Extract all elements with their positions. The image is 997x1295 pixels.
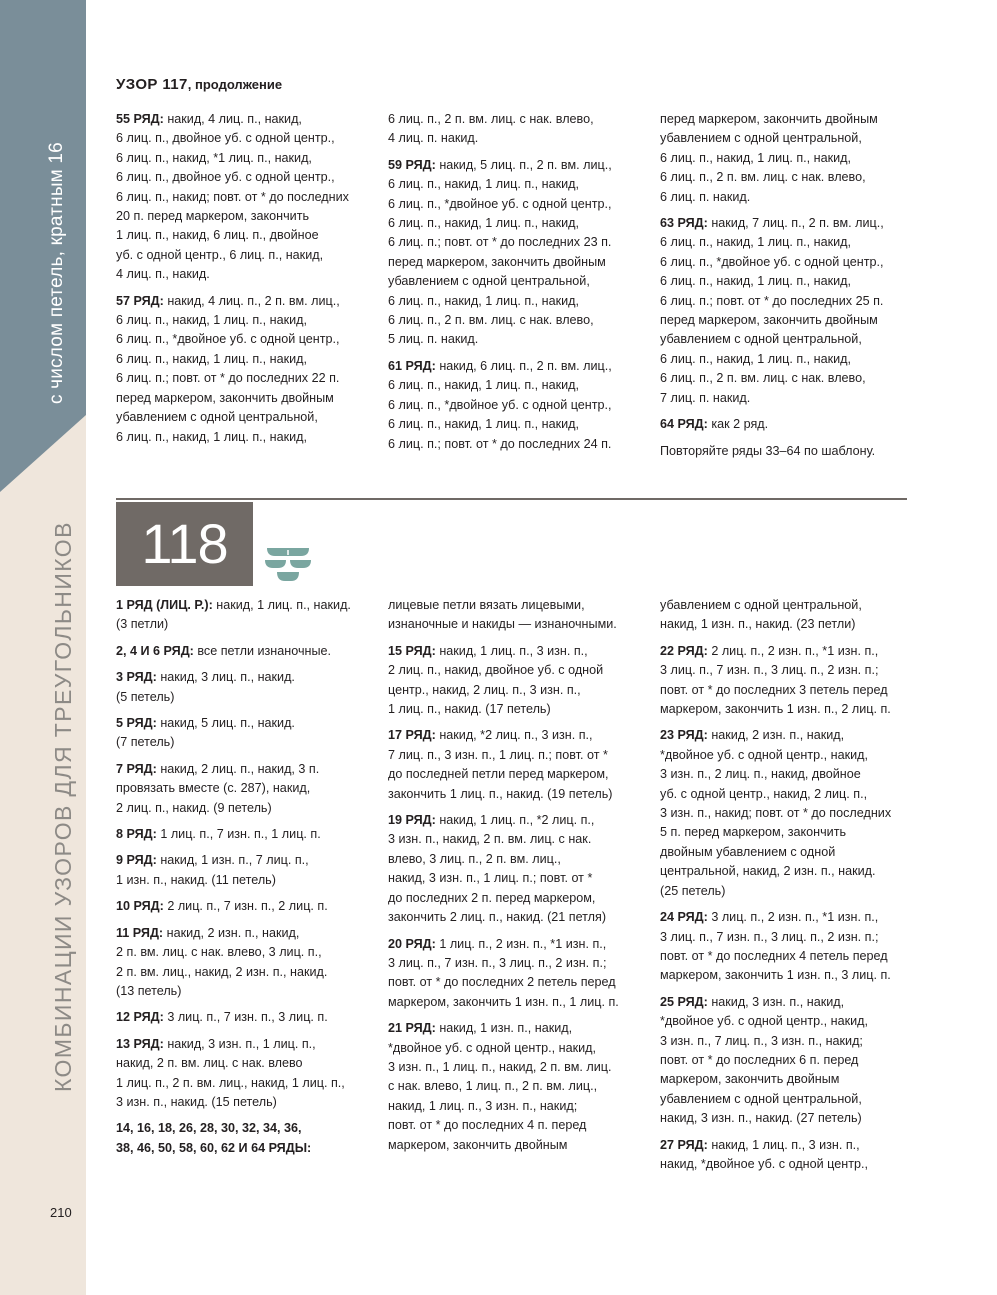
instruction-line: накид, 3 изн. п., 1 лиц. п.; повт. от * xyxy=(388,871,593,886)
instruction-line: 20 п. перед маркером, закончить xyxy=(116,209,310,224)
row-instruction xyxy=(660,642,920,720)
instruction-line: 3 изн. п., 2 лиц. п., накид, двойное xyxy=(660,767,861,782)
instruction-line: маркером, закончить 1 изн. п., 3 лиц. п. xyxy=(660,968,891,983)
row-instruction xyxy=(116,668,376,707)
row-instruction xyxy=(116,924,376,1002)
row-label: 64 РЯД: xyxy=(660,417,712,432)
instruction-line: 6 лиц. п.; повт. от * до последних 23 п. xyxy=(388,235,612,250)
instruction-line: 12 РЯД: 3 лиц. п., 7 изн. п., 3 лиц. п. xyxy=(116,1010,328,1025)
pattern-117-column-2 xyxy=(388,110,648,461)
instruction-line: перед маркером, закончить двойным xyxy=(388,254,606,269)
row-instruction xyxy=(660,993,920,1129)
instruction-line: 1 лиц. п., накид. (17 петель) xyxy=(388,702,551,717)
instruction-line: 25 РЯД: накид, 3 изн. п., накид, xyxy=(660,994,845,1009)
instruction-line: 3 лиц. п., 7 изн. п., 3 лиц. п., 2 изн. п.; xyxy=(660,929,879,944)
pattern-117-column-3 xyxy=(660,110,920,468)
instruction-line: маркером, закончить 1 изн. п., 2 лиц. п. xyxy=(660,702,891,717)
row-instruction xyxy=(116,851,376,890)
instruction-line: 1 изн. п., накид. (11 петель) xyxy=(116,872,276,887)
row-label: 61 РЯД: xyxy=(388,358,440,373)
row-instruction xyxy=(116,760,376,818)
row-instruction xyxy=(116,110,376,285)
instruction-line: повт. от * до последних 4 петель перед xyxy=(660,948,888,963)
instruction-line: 13 РЯД: накид, 3 изн. п., 1 лиц. п., xyxy=(116,1036,316,1051)
instruction-line: изнаночные и накиды — изнаночными. xyxy=(388,617,617,632)
row-label: 9 РЯД: xyxy=(116,853,161,868)
row-instruction xyxy=(388,811,648,927)
instruction-line: убавлением с одной центральной, xyxy=(116,410,318,425)
row-instruction xyxy=(660,415,920,434)
instruction-line: уб. с одной центр., накид, 2 лиц. п., xyxy=(660,786,868,801)
instruction-line: 8 РЯД: 1 лиц. п., 7 изн. п., 1 лиц. п. xyxy=(116,827,321,842)
instruction-line: 6 лиц. п., 2 п. вм. лиц. с нак. влево, xyxy=(388,313,594,328)
row-instruction xyxy=(388,1019,648,1155)
instruction-line: 6 лиц. п., накид; повт. от * до последних xyxy=(116,189,349,204)
row-instruction xyxy=(388,110,648,149)
instruction-line: центр., накид, 2 лиц. п., 3 изн. п., xyxy=(388,682,581,697)
instruction-line: до последних 2 п. перед маркером, xyxy=(388,890,596,905)
instruction-line: 1 РЯД (ЛИЦ. Р.): накид, 1 лиц. п., накид. xyxy=(116,598,351,612)
instruction-line: 6 лиц. п., накид, 1 лиц. п., накид, xyxy=(388,378,580,393)
instruction-line: 6 лиц. п., двойное уб. с одной центр., xyxy=(116,131,335,146)
instruction-line: 2 п. вм. лиц., накид, 2 изн. п., накид. xyxy=(116,964,328,979)
instruction-line: 3 лиц. п., 7 изн. п., 3 лиц. п., 2 изн. п.; xyxy=(388,955,607,970)
instruction-line: перед маркером, закончить двойным xyxy=(116,390,334,405)
row-instruction xyxy=(116,292,376,447)
row-instruction xyxy=(388,726,648,804)
row-instruction xyxy=(388,642,648,720)
instruction-line: 3 изн. п., накид. (15 петель) xyxy=(116,1094,277,1109)
row-label: 12 РЯД: xyxy=(116,1010,168,1025)
pattern-118-column-1 xyxy=(116,596,376,1165)
instruction-line: 27 РЯД: накид, 1 лиц. п., 3 изн. п., xyxy=(660,1137,860,1152)
section-divider xyxy=(116,498,907,500)
triangle-motif-icon xyxy=(263,545,313,585)
row-label: 27 РЯД: xyxy=(660,1137,712,1152)
instruction-line: убавлением с одной центральной, xyxy=(660,332,862,347)
row-label: 55 РЯД: xyxy=(116,112,168,126)
instruction-line: 61 РЯД: накид, 6 лиц. п., 2 п. вм. лиц., xyxy=(388,358,612,373)
pattern-117-column-1 xyxy=(116,110,376,454)
instruction-line: 6 лиц. п., *двойное уб. с одной центр., xyxy=(388,196,612,211)
instruction-line: перед маркером, закончить двойным xyxy=(660,313,878,328)
row-label: 3 РЯД: xyxy=(116,670,161,685)
instruction-line: повт. от * до последних 6 п. перед xyxy=(660,1052,859,1067)
instruction-line: 6 лиц. п.; повт. от * до последних 25 п. xyxy=(660,293,884,308)
row-instruction xyxy=(660,442,920,461)
instruction-line: 4 лиц. п. накид. xyxy=(388,131,479,146)
instruction-line: закончить 2 лиц. п., накид. (21 петля) xyxy=(388,910,607,925)
instruction-line: 2 лиц. п., накид, двойное уб. с одной xyxy=(388,663,604,678)
instruction-line: 6 лиц. п., двойное уб. с одной центр., xyxy=(116,170,335,185)
instruction-line: 6 лиц. п., накид, 1 лиц. п., накид, xyxy=(388,417,580,432)
instruction-line: убавлением с одной центральной, xyxy=(660,131,862,146)
instruction-line: 6 лиц. п., накид, 1 лиц. п., накид, xyxy=(660,150,852,165)
instruction-line: 21 РЯД: накид, 1 изн. п., накид, xyxy=(388,1021,573,1036)
row-label: 25 РЯД: xyxy=(660,994,712,1009)
instruction-line: 2 п. вм. лиц. с нак. влево, 3 лиц. п., xyxy=(116,945,322,960)
row-instruction xyxy=(660,1136,920,1175)
instruction-line: 59 РЯД: накид, 5 лиц. п., 2 п. вм. лиц., xyxy=(388,157,612,172)
row-instruction xyxy=(388,935,648,1013)
row-instruction xyxy=(116,596,376,635)
instruction-line: 6 лиц. п., накид, 1 лиц. п., накид, xyxy=(116,351,308,366)
instruction-line: 2, 4 И 6 РЯД: все петли изнаночные. xyxy=(116,643,332,658)
row-label: 24 РЯД: xyxy=(660,910,712,925)
instruction-line: 6 лиц. п., накид, 1 лиц. п., накид, xyxy=(116,429,308,444)
instruction-line: повт. от * до последних 3 петель перед xyxy=(660,682,888,697)
instruction-line: 24 РЯД: 3 лиц. п., 2 изн. п., *1 изн. п., xyxy=(660,910,879,925)
instruction-line: убавлением с одной центральной, xyxy=(388,274,590,289)
instruction-line: убавлением с одной центральной, xyxy=(660,1091,862,1106)
instruction-line: накид, 3 изн. п., накид. (27 петель) xyxy=(660,1111,862,1126)
instruction-line: 3 изн. п., 7 лиц. п., 3 изн. п., накид; xyxy=(660,1033,863,1048)
instruction-line: накид, 1 изн. п., накид. (23 петли) xyxy=(660,617,856,632)
instruction-line: 3 РЯД: накид, 3 лиц. п., накид. xyxy=(116,670,295,685)
instruction-line: (25 петель) xyxy=(660,883,726,898)
row-instruction xyxy=(116,1035,376,1113)
row-instruction xyxy=(660,908,920,986)
pattern-117-title: УЗОР 117 xyxy=(116,76,188,93)
row-instruction xyxy=(116,642,376,661)
page-number: 210 xyxy=(50,1205,72,1220)
row-label: 63 РЯД: xyxy=(660,216,712,231)
row-label: 38, 46, 50, 58, 60, 62 И 64 РЯДЫ: xyxy=(116,1140,312,1155)
row-label: 11 РЯД: xyxy=(116,925,167,940)
instruction-line: 6 лиц. п., накид, 1 лиц. п., накид, xyxy=(660,274,852,289)
instruction-line: 15 РЯД: накид, 1 лиц. п., 3 изн. п., xyxy=(388,643,588,658)
sidebar-subtitle: с числом петель, кратным 16 xyxy=(46,142,67,404)
instruction-line: (7 петель) xyxy=(116,735,175,750)
instruction-line: 6 лиц. п., *двойное уб. с одной центр., xyxy=(116,332,340,347)
instruction-line: 6 лиц. п., накид, 1 лиц. п., накид, xyxy=(388,293,580,308)
pattern-117-subtitle: , продолжение xyxy=(187,77,283,92)
instruction-line: 20 РЯД: 1 лиц. п., 2 изн. п., *1 изн. п., xyxy=(388,936,607,951)
row-label: 10 РЯД: xyxy=(116,899,168,914)
row-instruction xyxy=(388,596,648,635)
instruction-line: (13 петель) xyxy=(116,983,182,998)
instruction-line: 55 РЯД: накид, 4 лиц. п., накид, xyxy=(116,112,302,126)
row-label: 7 РЯД: xyxy=(116,761,161,776)
instruction-line: 6 лиц. п., 2 п. вм. лиц. с нак. влево, xyxy=(660,170,866,185)
instruction-line: 11 РЯД: накид, 2 изн. п., накид, xyxy=(116,925,300,940)
instruction-line: 2 лиц. п., накид. (9 петель) xyxy=(116,800,272,815)
row-instruction xyxy=(660,214,920,408)
row-label: 2, 4 И 6 РЯД: xyxy=(116,643,198,658)
row-label: 8 РЯД: xyxy=(116,827,161,842)
row-label: 5 РЯД: xyxy=(116,716,161,731)
instruction-line: (3 петли) xyxy=(116,617,169,632)
row-label: 14, 16, 18, 26, 28, 30, 32, 34, 36, xyxy=(116,1121,302,1136)
instruction-line: 6 лиц. п., накид, 1 лиц. п., накид, xyxy=(388,177,580,192)
instruction-line: 57 РЯД: накид, 4 лиц. п., 2 п. вм. лиц., xyxy=(116,293,340,308)
instruction-line: влево, 3 лиц. п., 2 п. вм. лиц., xyxy=(388,851,561,866)
instruction-line: 3 лиц. п., 7 изн. п., 3 лиц. п., 2 изн. п.; xyxy=(660,663,879,678)
row-instruction xyxy=(116,897,376,916)
row-instruction xyxy=(660,110,920,207)
instruction-line: 5 РЯД: накид, 5 лиц. п., накид. xyxy=(116,716,295,731)
sidebar-title: КОМБИНАЦИИ УЗОРОВ ДЛЯ ТРЕУГОЛЬНИКОВ xyxy=(50,521,76,1092)
instruction-line: 5 лиц. п. накид. xyxy=(388,332,479,347)
instruction-line: 19 РЯД: накид, 1 лиц. п., *2 лиц. п., xyxy=(388,813,595,828)
instruction-line: 3 изн. п., накид, 2 п. вм. лиц. с нак. xyxy=(388,832,592,847)
instruction-line: 7 лиц. п. накид. xyxy=(660,390,751,405)
pattern-117-heading xyxy=(116,76,282,93)
instruction-line: 7 РЯД: накид, 2 лиц. п., накид, 3 п. xyxy=(116,761,320,776)
row-label: 1 РЯД (ЛИЦ. Р.): xyxy=(116,598,217,612)
row-label: 57 РЯД: xyxy=(116,293,168,308)
instruction-line: накид, 1 лиц. п., 3 изн. п., накид; xyxy=(388,1098,578,1113)
instruction-line: 9 РЯД: накид, 1 изн. п., 7 лиц. п., xyxy=(116,853,309,868)
instruction-line: центральной, накид, 2 изн. п., накид. xyxy=(660,864,876,879)
row-label: 17 РЯД: xyxy=(388,728,440,743)
instruction-line: 4 лиц. п., накид. xyxy=(116,267,210,282)
instruction-line: накид, 2 п. вм. лиц. с нак. влево xyxy=(116,1056,303,1071)
instruction-line: 6 лиц. п.; повт. от * до последних 22 п. xyxy=(116,371,340,386)
row-instruction xyxy=(116,714,376,753)
instruction-line: повт. от * до последних 4 п. перед xyxy=(388,1118,587,1133)
row-instruction xyxy=(660,726,920,901)
row-label: 13 РЯД: xyxy=(116,1036,168,1051)
instruction-line: 6 лиц. п., *двойное уб. с одной центр., xyxy=(388,397,612,412)
instruction-line: 6 лиц. п., 2 п. вм. лиц. с нак. влево, xyxy=(388,112,594,126)
instruction-line: накид, *двойное уб. с одной центр., xyxy=(660,1156,868,1171)
instruction-line: 63 РЯД: накид, 7 лиц. п., 2 п. вм. лиц., xyxy=(660,216,884,231)
row-label: 15 РЯД: xyxy=(388,643,440,658)
instruction-line: 1 лиц. п., 2 п. вм. лиц., накид, 1 лиц. п., xyxy=(116,1075,345,1090)
row-label: 22 РЯД: xyxy=(660,643,712,658)
instruction-line: 23 РЯД: накид, 2 изн. п., накид, xyxy=(660,728,845,743)
instruction-line: 6 лиц. п., 2 п. вм. лиц. с нак. влево, xyxy=(660,371,866,386)
instruction-line: маркером, закончить двойным xyxy=(388,1137,568,1152)
instruction-line: *двойное уб. с одной центр., накид, xyxy=(660,1014,868,1029)
row-instruction xyxy=(388,357,648,454)
sidebar-accent-triangle xyxy=(0,0,86,495)
instruction-line: двойным убавлением с одной xyxy=(660,844,836,859)
instruction-line: Повторяйте ряды 33–64 по шаблону. xyxy=(660,443,876,458)
row-instruction xyxy=(116,1119,376,1158)
instruction-line: 6 лиц. п., накид, *1 лиц. п., накид, xyxy=(116,150,312,165)
instruction-line: лицевые петли вязать лицевыми, xyxy=(388,598,585,612)
instruction-line: 64 РЯД: как 2 ряд. xyxy=(660,417,769,432)
instruction-line: *двойное уб. с одной центр., накид, xyxy=(388,1040,596,1055)
row-instruction xyxy=(388,156,648,350)
instruction-line: маркером, закончить двойным xyxy=(660,1072,840,1087)
pattern-118-column-3 xyxy=(660,596,920,1181)
instruction-line: 10 РЯД: 2 лиц. п., 7 изн. п., 2 лиц. п. xyxy=(116,899,328,914)
instruction-line: 6 лиц. п., накид, 1 лиц. п., накид, xyxy=(388,216,580,231)
pattern-118-number: 118 xyxy=(116,502,253,586)
row-instruction xyxy=(660,596,920,635)
row-label: 21 РЯД: xyxy=(388,1021,440,1036)
instruction-line: 6 лиц. п. накид. xyxy=(660,189,751,204)
instruction-line: повт. от * до последних 2 петель перед xyxy=(388,975,616,990)
sidebar xyxy=(0,0,86,1295)
pattern-118-column-2 xyxy=(388,596,648,1162)
instruction-line: 6 лиц. п., накид, 1 лиц. п., накид, xyxy=(660,235,852,250)
instruction-line: 6 лиц. п., накид, 1 лиц. п., накид, xyxy=(660,351,852,366)
row-label: 20 РЯД: xyxy=(388,936,440,951)
row-instruction xyxy=(116,1008,376,1027)
row-instruction xyxy=(116,825,376,844)
instruction-line: 7 лиц. п., 3 изн. п., 1 лиц. п.; повт. от * xyxy=(388,747,608,762)
instruction-line: 22 РЯД: 2 лиц. п., 2 изн. п., *1 изн. п., xyxy=(660,643,879,658)
instruction-line: уб. с одной центр., 6 лиц. п., накид, xyxy=(116,247,324,262)
instruction-line: 6 лиц. п.; повт. от * до последних 24 п. xyxy=(388,436,612,451)
instruction-line: 3 изн. п., накид; повт. от * до последних xyxy=(660,806,892,821)
instruction-line: 5 п. перед маркером, закончить xyxy=(660,825,847,840)
instruction-line: до последней петли перед маркером, xyxy=(388,767,609,782)
instruction-line: 1 лиц. п., накид, 6 лиц. п., двойное xyxy=(116,228,319,243)
row-label: 59 РЯД: xyxy=(388,157,440,172)
instruction-line: с нак. влево, 1 лиц. п., 2 п. вм. лиц., xyxy=(388,1079,598,1094)
instruction-line: перед маркером, закончить двойным xyxy=(660,112,878,126)
instruction-line: закончить 1 лиц. п., накид. (19 петель) xyxy=(388,786,613,801)
instruction-line: провязать вместе (с. 287), накид, xyxy=(116,781,311,796)
instruction-line: 6 лиц. п., накид, 1 лиц. п., накид, xyxy=(116,313,308,328)
instruction-line: 6 лиц. п., *двойное уб. с одной центр., xyxy=(660,254,884,269)
row-label: 19 РЯД: xyxy=(388,813,440,828)
instruction-line: 3 изн. п., 1 лиц. п., накид, 2 п. вм. лиц. xyxy=(388,1059,612,1074)
instruction-line: 17 РЯД: накид, *2 лиц. п., 3 изн. п., xyxy=(388,728,593,743)
instruction-line: (5 петель) xyxy=(116,689,175,704)
row-label: 23 РЯД: xyxy=(660,728,712,743)
instruction-line: *двойное уб. с одной центр., накид, xyxy=(660,747,868,762)
instruction-line: убавлением с одной центральной, xyxy=(660,598,862,612)
instruction-line: маркером, закончить 1 изн. п., 1 лиц. п. xyxy=(388,994,619,1009)
